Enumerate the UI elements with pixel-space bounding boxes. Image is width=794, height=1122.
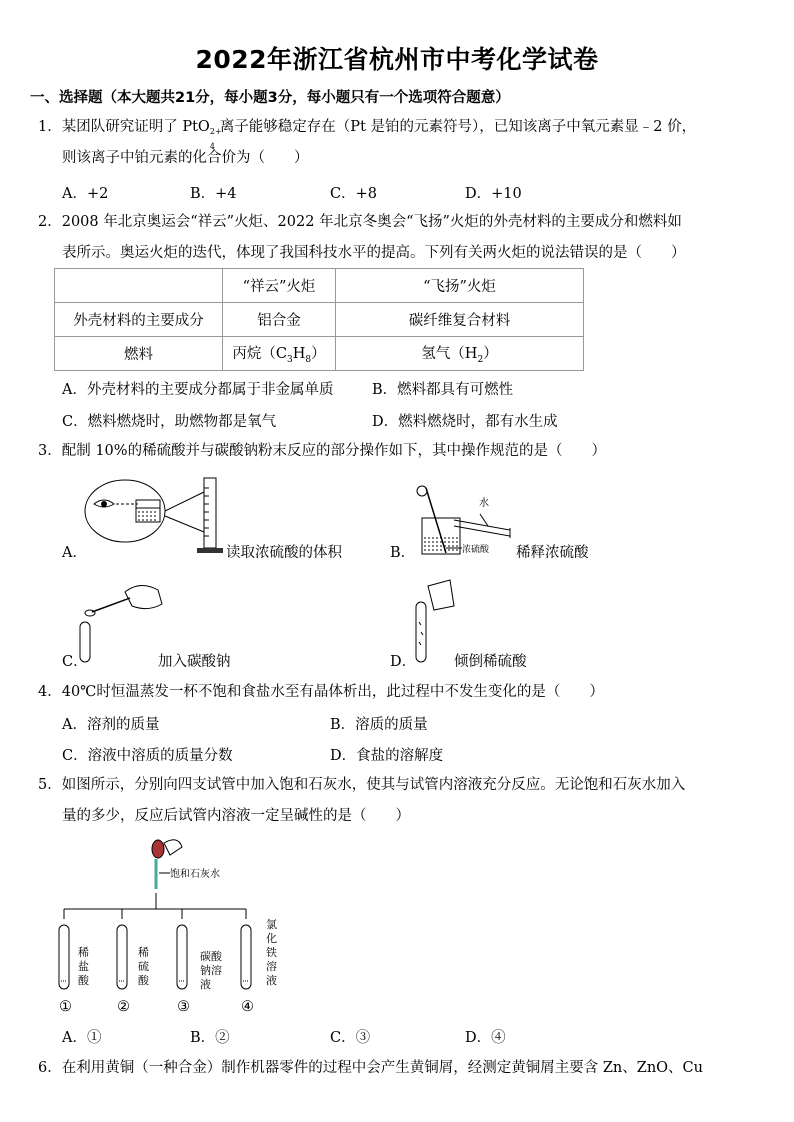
tube-3 (177, 925, 187, 989)
q3-option-d-text: 倾倒稀硫酸 (454, 654, 527, 670)
tube-label-1: 稀盐酸 (78, 946, 89, 987)
tube-4 (241, 925, 251, 989)
q3-option-d[interactable]: D． (390, 654, 417, 670)
table-row (55, 337, 584, 371)
q2-line1: 2．2008 年北京奥运会“祥云”火炬、2022 年北京冬奥会“飞扬”火炬的外壳材料的主要成分和燃料如 (38, 214, 682, 230)
table-cell: 氢气$(H_2)$ (336, 337, 584, 371)
table-cell: 燃料 (55, 337, 223, 371)
table-cell: 丙烷$(C_3H_8)$ (223, 337, 336, 371)
table-cell: 外壳材料的主要成分 (55, 303, 223, 337)
q4-option-b[interactable]: B．溶质的质量 (330, 717, 428, 733)
tube-num-1: ① (59, 999, 72, 1015)
label-limewater: 饱和石灰水 (170, 869, 220, 880)
table-cell (55, 269, 223, 303)
tube-label-2: 稀硫酸 (138, 946, 149, 987)
torch-table (54, 268, 584, 371)
q3-option-b[interactable]: B． (390, 545, 416, 561)
tube-num-3: ③ (177, 999, 190, 1015)
q1-option-d[interactable]: D．+10 (465, 186, 522, 202)
q3-option-a[interactable]: A． (62, 545, 87, 561)
tube-label-4: 氯化铁溶液 (266, 918, 277, 987)
section-heading: 一、选择题（本大题共21分，每小题3分，每小题只有一个选项符合题意） (30, 90, 510, 106)
q5-option-b[interactable]: B．② (190, 1030, 230, 1046)
tube-num-4: ④ (241, 999, 254, 1015)
tube-1 (59, 925, 69, 989)
q2-option-b[interactable]: B．燃料都具有可燃性 (372, 382, 514, 398)
label-conc-acid: 浓硫酸 (462, 545, 490, 555)
q4-option-a[interactable]: A．溶剂的质量 (62, 717, 160, 733)
label-water: 水 (479, 498, 489, 509)
q4-option-c[interactable]: C．溶液中溶质的质量分数 (62, 748, 233, 764)
q1-option-a[interactable]: A．+2 (62, 186, 109, 202)
q6-line1: 6．在利用黄铜（一种合金）制作机器零件的过程中会产生黄铜屑，经测定黄铜屑主要含 Zn、ZnO、Cu (38, 1060, 703, 1076)
page-title: 2022年浙江省杭州市中考化学试卷 (195, 45, 599, 74)
q5-option-c[interactable]: C．③ (330, 1030, 371, 1046)
q3-option-b-text: 稀释浓硫酸 (516, 545, 589, 561)
tube-num-2: ② (117, 999, 130, 1015)
q4-line1: 4．40℃时恒温蒸发一杯不饱和食盐水至有晶体析出，此过程中不发生变化的是（ ） (38, 684, 604, 700)
q3-line1: 3．配制 10%的稀硫酸并与碳酸钠粉末反应的部分操作如下，其中操作规范的是（ ） (38, 443, 607, 459)
q1-option-c[interactable]: C．+8 (330, 186, 377, 202)
table-cell: 铝合金 (223, 303, 336, 337)
q5-line2: 量的多少，反应后试管内溶液一定呈碱性的是（ ） (62, 808, 410, 824)
q3-option-c-text: 加入碳酸钠 (158, 654, 231, 670)
table-row (55, 303, 584, 337)
q2-option-c[interactable]: C．燃料燃烧时，助燃物都是氧气 (62, 414, 277, 430)
q1-line2: 则该离子中铂元素的化合价为（ ） (62, 150, 309, 166)
tube-label-3: 碳酸钠溶液 (200, 950, 222, 991)
q3-option-a-text: 读取浓硫酸的体积 (226, 545, 342, 561)
tube-2 (117, 925, 127, 989)
q2-line2: 表所示。奥运火炬的迭代，体现了我国科技水平的提高。下列有关两火炬的说法错误的是（ ） (62, 245, 686, 261)
q4-option-d[interactable]: D．食盐的溶解度 (330, 748, 444, 764)
table-cell: “祥云”火炬 (223, 269, 336, 303)
q1-option-b[interactable]: B．+4 (190, 186, 237, 202)
table-cell: “飞扬”火炬 (336, 269, 584, 303)
table-row (55, 269, 584, 303)
figure-read-cylinder (76, 470, 226, 558)
table-cell: 碳纤维复合材料 (336, 303, 584, 337)
q5-line1: 5．如图所示，分别向四支试管中加入饱和石灰水，使其与试管内溶液充分反应。无论饱和石灰水加入 (38, 777, 686, 793)
q5-option-d[interactable]: D．④ (465, 1030, 506, 1046)
q3-option-c[interactable]: C． (62, 654, 88, 670)
figure-dilute-acid (410, 478, 522, 558)
figure-four-tubes (50, 835, 290, 1017)
q2-option-d[interactable]: D．燃料燃烧时，都有水生成 (372, 414, 558, 430)
q1-line1: 1．某团队研究证明了 PtO 2+ 4 离子能够稳定存在（Pt 是铂的元素符号），已知该离子中氧元素显﹣2 价， (38, 119, 697, 151)
q5-option-a[interactable]: A．① (62, 1030, 102, 1046)
figure-pour-acid (410, 572, 460, 668)
q2-option-a[interactable]: A．外壳材料的主要成分都属于非金属单质 (62, 382, 334, 398)
